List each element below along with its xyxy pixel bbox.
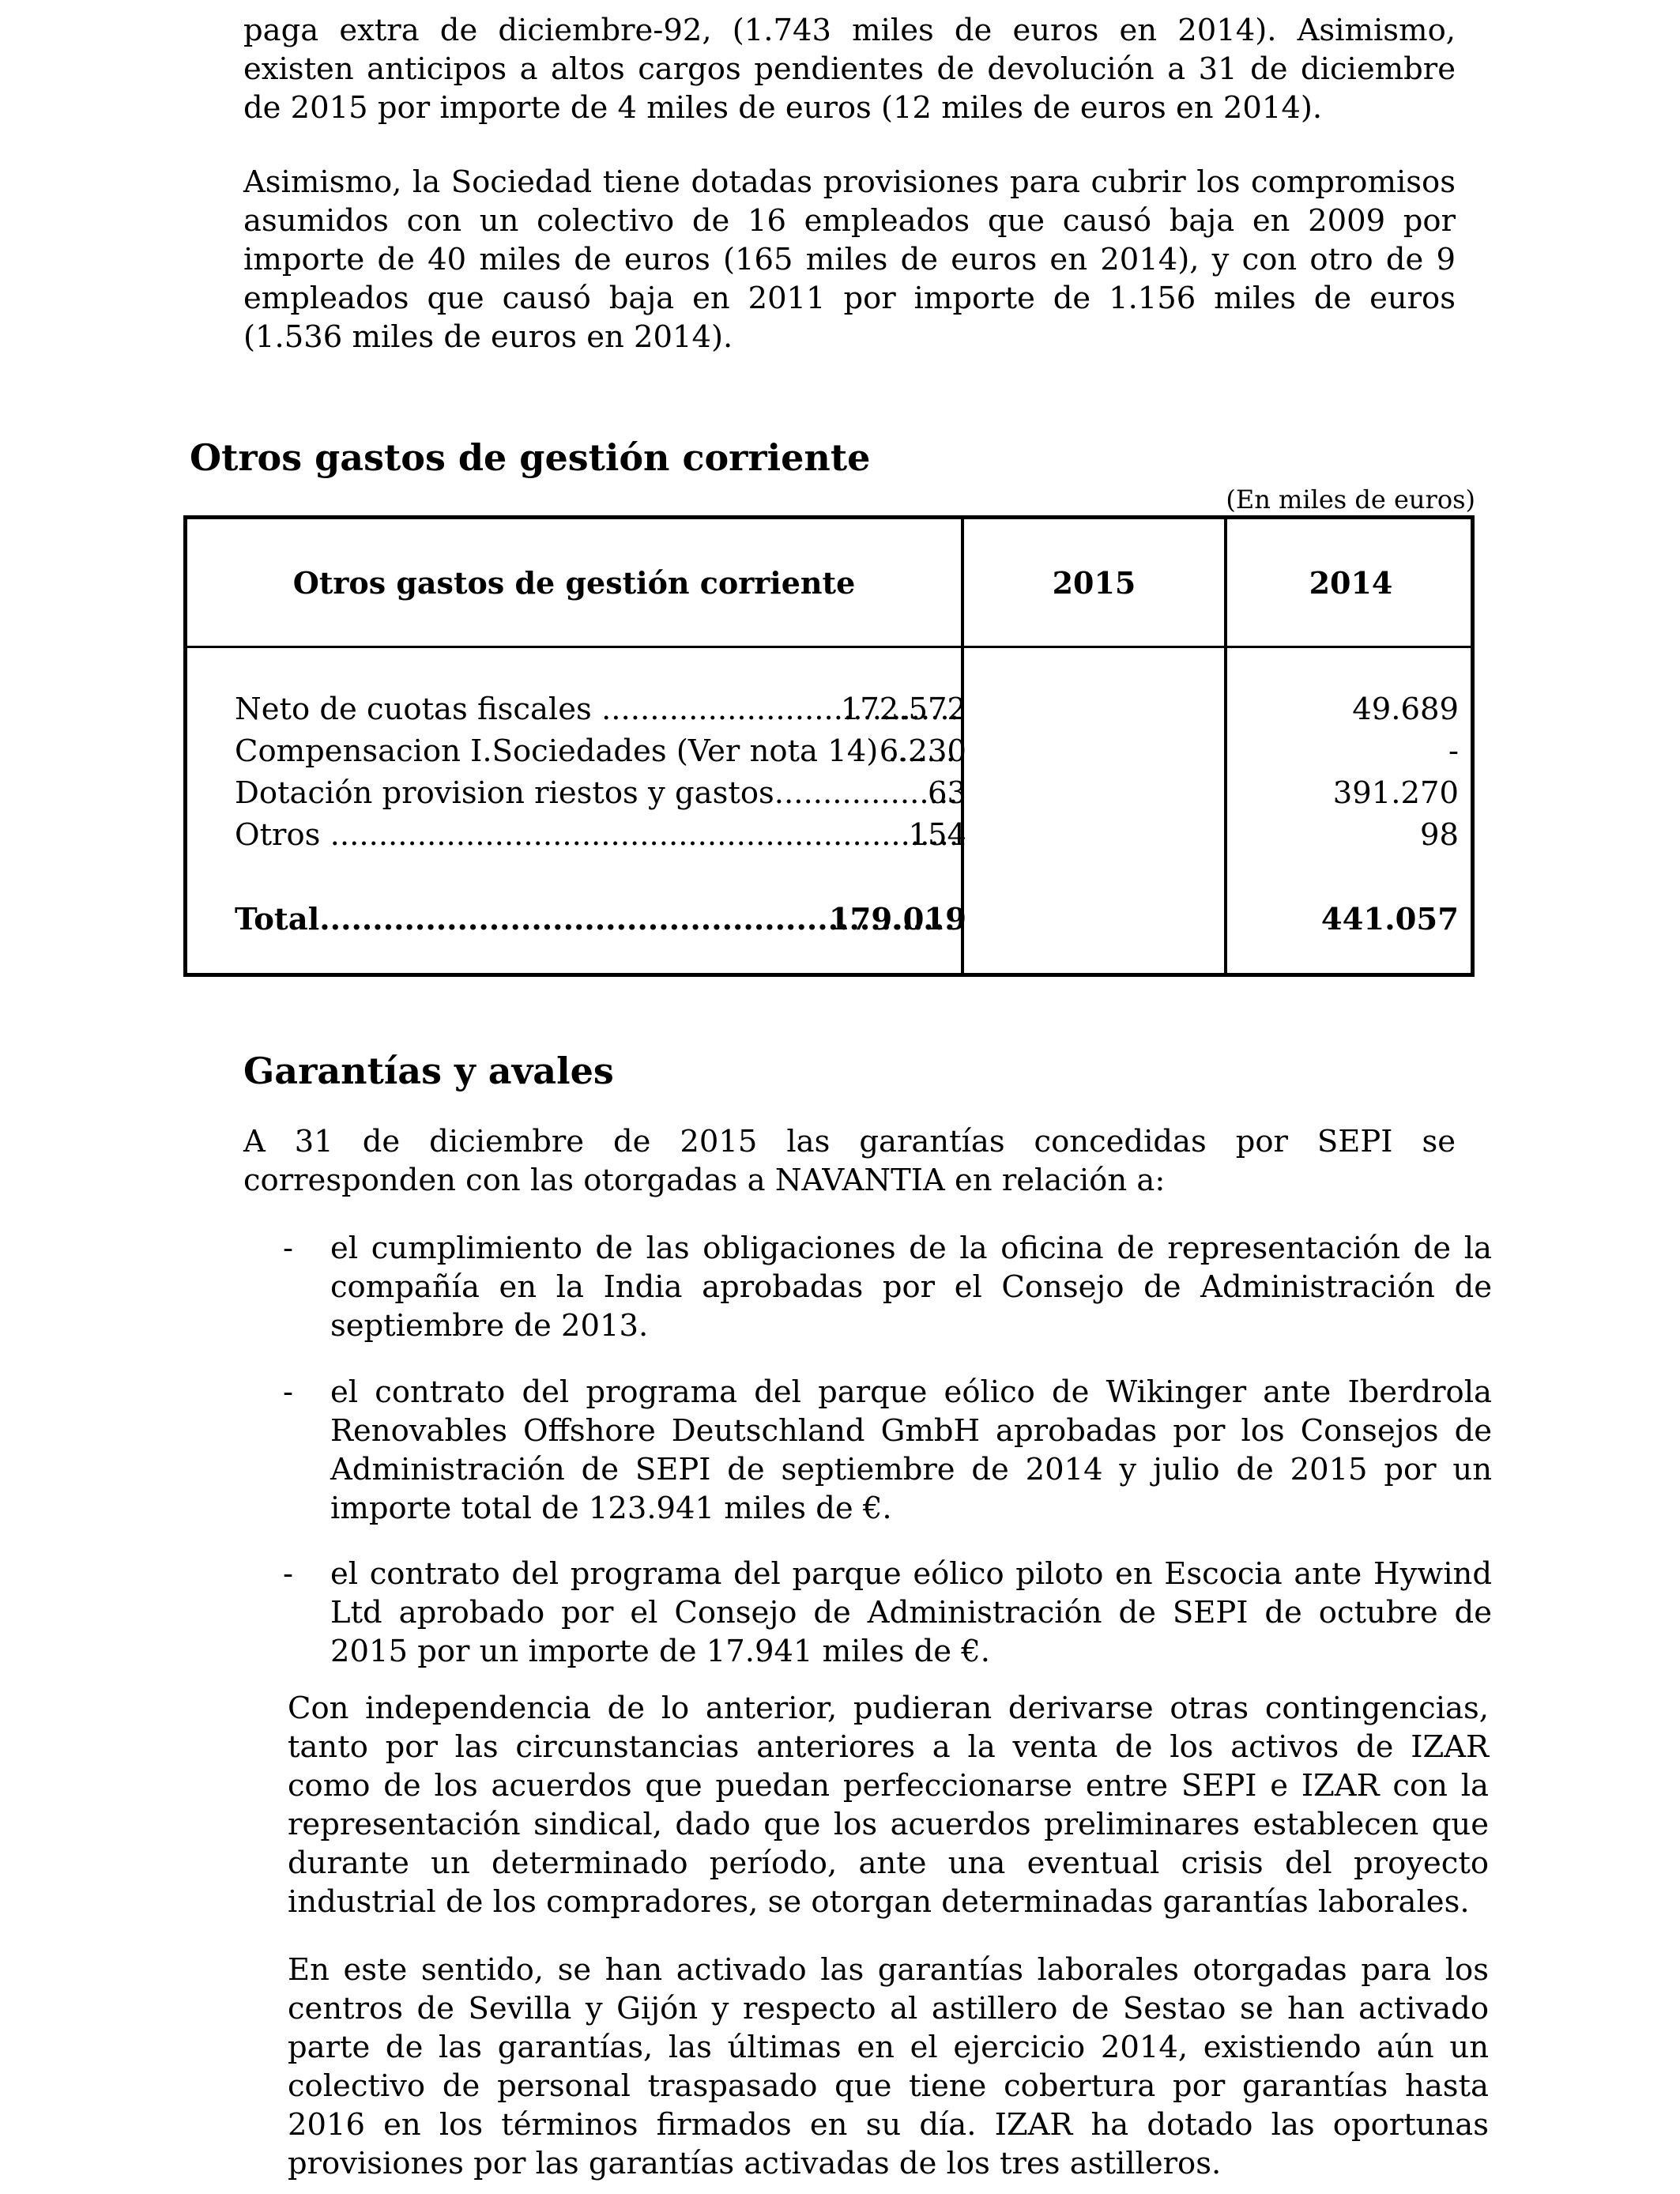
otros-gastos-table	[183, 515, 1475, 977]
top-paragraph-2: Asimismo, la Sociedad tiene dotadas provisiones para cubrir los compromisos asumidos con un colectivo de 16 empleados que causó baja en 2009 por importe de 40 miles de euros (165 miles de euros en 2014), y con otro de 9 empleados que causó baja en 2011 por importe de 1.156 miles de euros (1.536 miles de euros en 2014).	[243, 164, 1456, 355]
section-heading-otros-gastos: Otros gastos de gestión corriente	[190, 436, 871, 479]
table-header-concept: Otros gastos de gestión corriente	[292, 564, 856, 601]
garantias-paragraph-1: Con independencia de lo anterior, pudieran derivarse otras contingencias, tanto por las circunstancias anteriores a la venta de los activos de IZAR como de los acuerdos que puedan perfeccionarse entre SEPI e IZAR con la representación sindical, dado que los acuerdos preliminares establecen que durante un determinado período, ante una eventual crisis del proyecto industrial de los compradores, se otorgan determinadas garantías laborales.	[288, 1691, 1489, 1920]
table-header-2015: 2015	[1052, 564, 1136, 601]
row-label: Compensacion I.Sociedades (Ver nota 14) .....	[235, 731, 958, 772]
garantias-paragraph-2: En este sentido, se han activado las garantías laborales otorgadas para los centros de Sevilla y Gijón y respecto al astillero de Sestao se han activado parte de las garantías, las últimas en el ejercicio 2014, existiendo aún un colectivo de personal traspasado que tiene cobertura por garantías hasta 2016 en los términos firmados en su día. IZAR ha dotado las oportunas provisiones por las garantías activadas de los tres astilleros.	[288, 1952, 1489, 2181]
list-bullet: -	[283, 1556, 294, 1592]
total-value-2014: 441.057	[1320, 902, 1459, 937]
table-total-row	[187, 899, 1471, 941]
total-label: Total .....	[235, 899, 958, 941]
table-units-note: (En miles de euros)	[1226, 484, 1475, 515]
list-item-text: el cumplimiento de las obligaciones de la oficina de representación de la compañía en la India aprobadas por el Consejo de Administración de septiembre de 2013.	[330, 1231, 1492, 1344]
list-item-text: el contrato del programa del parque eólico piloto en Escocia ante Hywind Ltd aprobado por el Consejo de Administración de SEPI de octubre de 2015 por un importe de 17.941 miles de €.	[330, 1556, 1492, 1669]
top-paragraph-1: paga extra de diciembre-92, (1.743 miles de euros en 2014). Asimismo, existen anticipos a altos cargos pendientes de devolución a 31 de diciembre de 2015 por importe de 4 miles de euros (12 miles de euros en 2014).	[243, 13, 1456, 126]
row-label: Neto de cuotas fiscales .....	[235, 689, 958, 730]
table-row	[187, 731, 1471, 772]
table-header-2014: 2014	[1309, 564, 1393, 601]
row-value-2015: 154	[908, 817, 966, 853]
row-value-2015: 63	[928, 775, 966, 811]
table-row	[187, 815, 1471, 856]
row-value-2015: 6.230	[879, 733, 966, 769]
list-item-text: el contrato del programa del parque eólico de Wikinger ante Iberdrola Renovables Offshore Deutschland GmbH aprobadas por los Consejos de Administración de SEPI de septiembre de 2014 y julio de 2015 por un importe total de 123.941 miles de €.	[330, 1374, 1492, 1526]
list-bullet: -	[283, 1231, 294, 1266]
list-bullet: -	[283, 1374, 294, 1410]
row-value-2014: 49.689	[1352, 692, 1459, 727]
row-value-2014: 98	[1420, 817, 1459, 853]
total-value-2015: 179.019	[828, 902, 966, 937]
section-heading-garantias: Garantías y avales	[243, 1050, 614, 1092]
garantias-intro: A 31 de diciembre de 2015 las garantías concedidas por SEPI se corresponden con las otorgadas a NAVANTIA en relación a:	[243, 1124, 1456, 1198]
table-row	[187, 689, 1471, 730]
row-value-2015: 172.572	[840, 692, 966, 727]
row-label: Otros .....	[235, 815, 958, 856]
table-row	[187, 773, 1471, 814]
row-value-2014: 391.270	[1332, 775, 1459, 811]
table-header-rule	[187, 646, 1471, 648]
row-label: Dotación provision riestos y gastos .....	[235, 773, 958, 814]
row-value-2014: -	[1448, 733, 1459, 769]
